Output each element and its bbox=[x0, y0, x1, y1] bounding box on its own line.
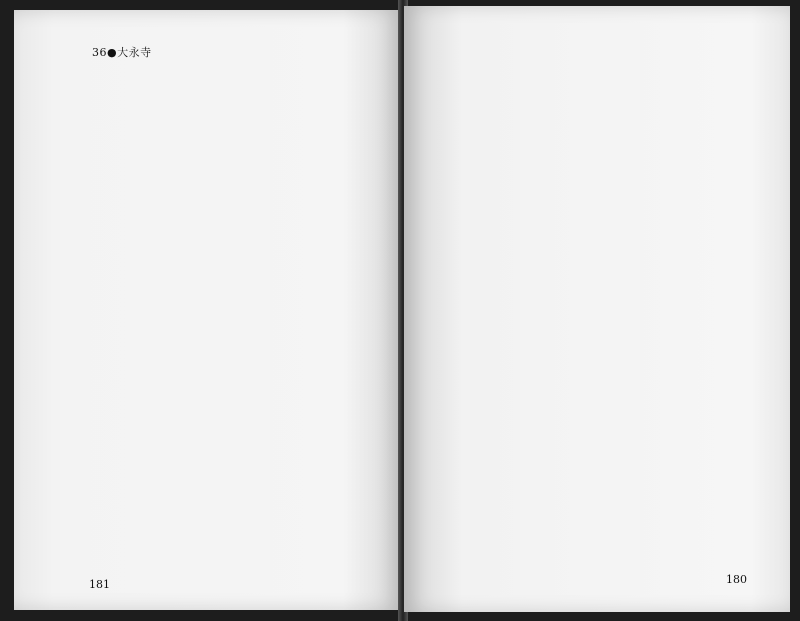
left-page bbox=[14, 10, 402, 610]
running-header: 36●大永寺 bbox=[92, 46, 152, 59]
right-page bbox=[404, 6, 790, 612]
left-page-number: 181 bbox=[89, 578, 110, 591]
right-page-number: 180 bbox=[726, 573, 747, 586]
